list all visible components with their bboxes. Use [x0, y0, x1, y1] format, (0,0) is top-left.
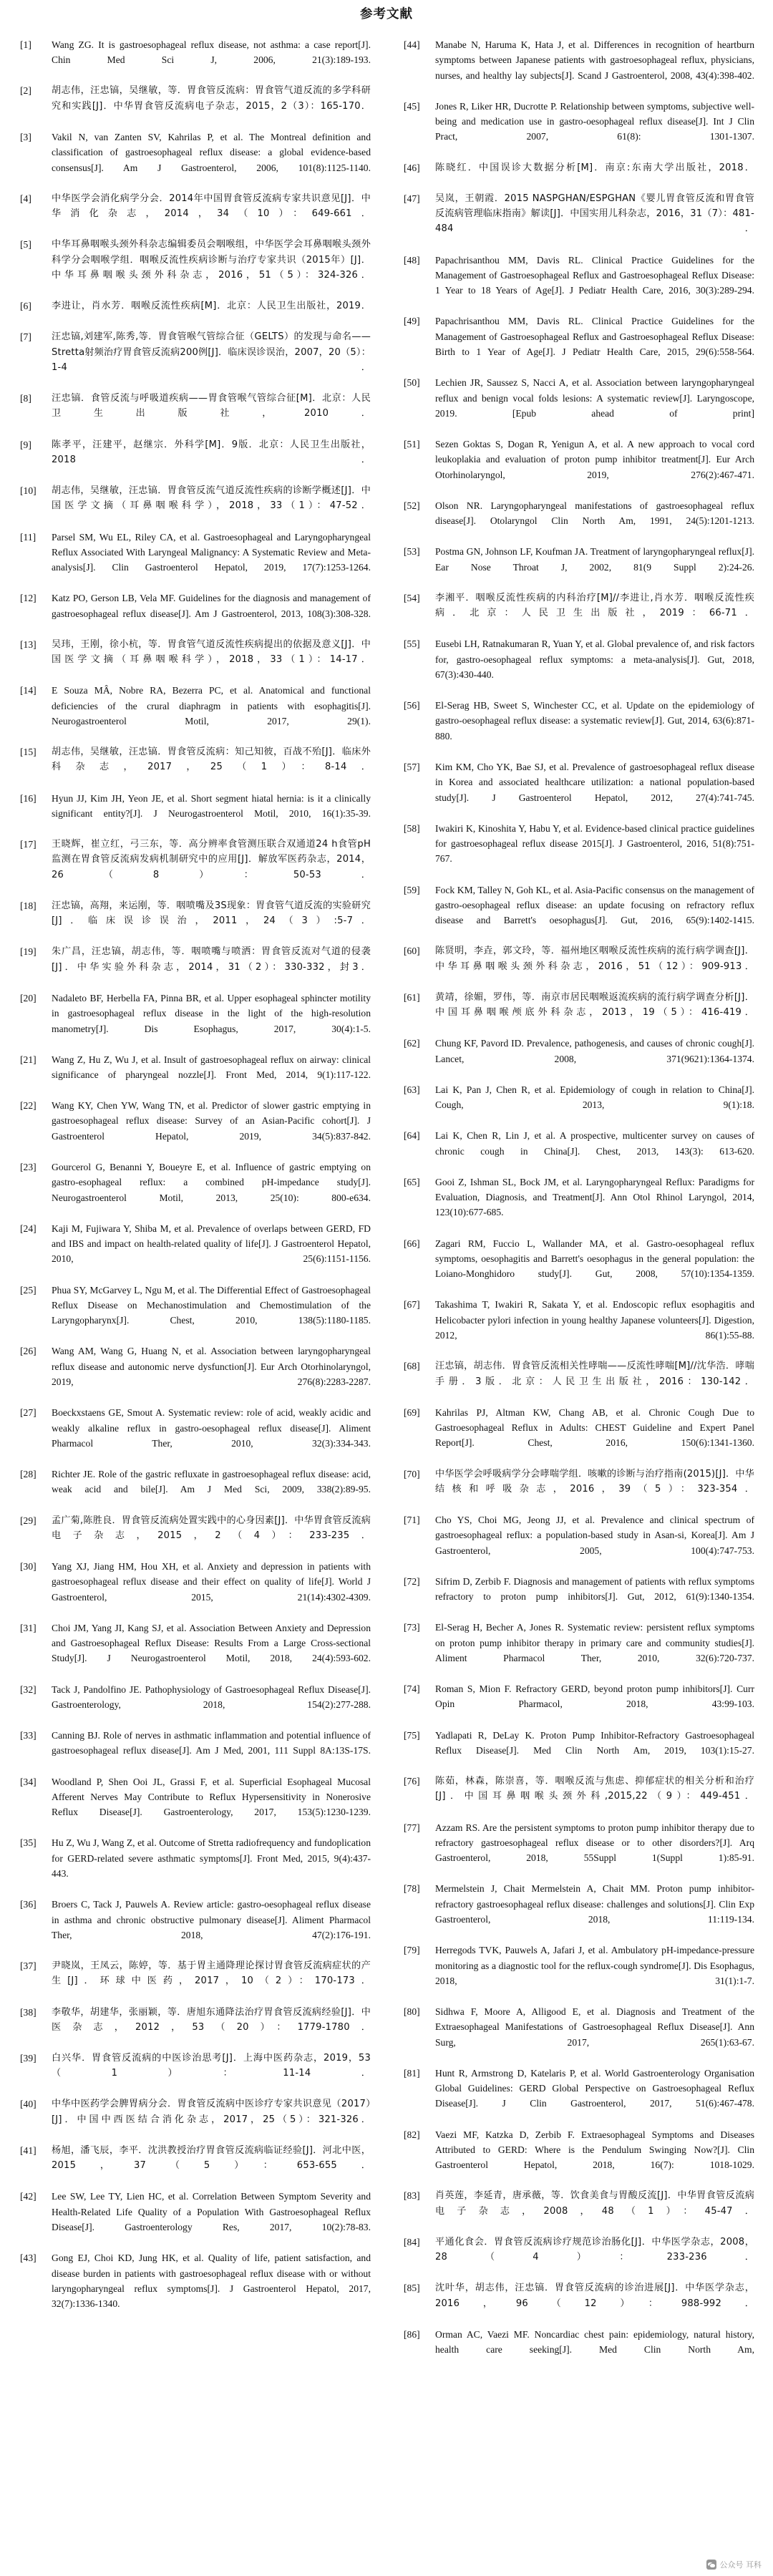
reference-number: [76]	[404, 1776, 420, 1787]
reference-number: [78]	[404, 1883, 420, 1895]
reference-text: Canning BJ. Role of nerves in asthmatic inflammation and potential influence of gastroesophageal reflux disease[J]. Am J Med, 2001, 111 Suppl 8A:13S-17S.	[52, 1730, 371, 1756]
reference-number: [13]	[20, 638, 37, 650]
reference-entry	[20, 1098, 371, 1159]
reference-number: [48]	[404, 254, 420, 266]
reference-number: [9]	[20, 439, 31, 450]
reference-number: [52]	[404, 500, 420, 511]
reference-number: [30]	[20, 1560, 37, 1572]
reference-number: [60]	[404, 946, 420, 957]
reference-entry	[404, 590, 754, 636]
reference-number: [17]	[20, 839, 37, 850]
reference-entry	[20, 1405, 371, 1466]
reference-number: [47]	[404, 193, 420, 204]
reference-text: Wang KY, Chen YW, Wang TN, et al. Predictor of slower gastric emptying in gastroesophageal reflux disease: Survey of an Asian-Pacific cohort[J]. J Gastroenterol Hepatol, 2019, 34(5):837-842.	[52, 1100, 371, 1142]
reference-entry	[404, 1082, 754, 1128]
reference-text: Broers C, Tack J, Pauwels A. Review article: gastro-oesophageal reflux disease in asthma and chronic obstructive pulmonary disease[J]. Aliment Pharmacol Ther, 2018, 47(2):176-191.	[52, 1899, 371, 1940]
reference-number: [74]	[404, 1683, 420, 1695]
two-column-body	[0, 37, 773, 2373]
reference-entry	[20, 1835, 371, 1896]
reference-number: [70]	[404, 1468, 420, 1479]
reference-text: 吴岚，王朝霞．2015 NASPGHAN/ESPGHAN《婴儿胃食管反流和胃食管反流病管理临床指南》解读[J]．中国实用儿科杂志，2016，31（7）：481-484．	[435, 193, 754, 235]
reference-entry	[404, 2004, 754, 2065]
reference-text: Wang AM, Wang G, Huang N, et al. Association between laryngopharyngeal reflux disease and autonomic nerve dysfunction[J]. Eur Arch Otorhinolaryngol, 2019, 276(8):2283-2287.	[52, 1346, 371, 1388]
reference-text: 肖英莲，李延青，唐承薇，等．饮食美食与胃酸反流[J]．中华胃食管反流病电子杂志，2008，48（1）：45-47．	[435, 2190, 754, 2217]
reference-entry	[20, 1682, 371, 1728]
reference-text: Nadaleto BF, Herbella FA, Pinna BR, et al. Upper esophageal sphincter motility in gastroesophageal reflux disease in the light of the high-resolution manometry[J]. Dis Esophagus, 2017, 30(4):1-5.	[52, 992, 371, 1034]
reference-text: 李进让，肖水芳．咽喉反流性疾病[M]．北京：人民卫生出版社，2019．	[52, 301, 371, 312]
reference-text: 平通化食会．胃食管反流病诊疗规范诊治肠化[J]．中华医学杂志，2008，28（4）：233-236．	[435, 2236, 754, 2263]
reference-entry	[404, 759, 754, 820]
reference-entry	[404, 698, 754, 759]
reference-number: [6]	[20, 301, 31, 312]
reference-text: Cho YS, Choi MG, Jeong JJ, et al. Prevalence and clinical spectrum of gastroesophageal reflux: a population-based study in Asan-si, Korea[J]. Am J Gastroenterol, 2005, 100(4):747-753.	[435, 1515, 754, 1556]
reference-entry	[404, 2066, 754, 2127]
reference-number: [24]	[20, 1223, 37, 1234]
reference-entry	[404, 2280, 754, 2326]
reference-entry	[404, 544, 754, 590]
reference-number: [59]	[404, 884, 420, 895]
reference-entry	[20, 2250, 371, 2327]
reference-entry	[20, 483, 371, 529]
reference-entry	[20, 37, 371, 83]
reference-text: 朱广昌，汪忠镐，胡志伟，等．咽喷嘴与喷洒：胃食管反流对气道的侵袭[J]．中华实验外科杂志，2014，31（2）：330-332，封3．	[52, 946, 371, 973]
reference-text: 汪忠镐，胡志伟．胃食管反流相关性哮喘——反流性哮喘[M]//沈华浩．哮喘手册．3版．北京：人民卫生出版社，2016：130-142．	[435, 1361, 754, 1387]
reference-entry	[20, 2051, 371, 2096]
reference-text: E Souza MÂ, Nobre RA, Bezerra PC, et al. Anatomical and functional deficiencies of the crural diaphragm in patients with esophagitis[J]. Neurogastroenterol Motil, 2017, 29(1).	[52, 685, 371, 726]
reference-entry	[20, 1513, 371, 1559]
reference-entry	[404, 821, 754, 882]
reference-text: Roman S, Mion F. Refractory GERD, beyond proton pump inhibitors[J]. Curr Opin Pharmacol, 2018, 43:99-103.	[435, 1683, 754, 1710]
reference-number: [15]	[20, 747, 37, 758]
reference-text: Iwakiri K, Kinoshita Y, Habu Y, et al. Evidence-based clinical practice guidelines for gastroesophageal reflux disease 2015[J]. J Gastroenterol, 2016, 51(8):751-767.	[435, 822, 754, 865]
reference-entry	[404, 2188, 754, 2234]
reference-entry	[20, 837, 371, 898]
reference-number: [11]	[20, 531, 37, 543]
reference-entry	[404, 1236, 754, 1297]
reference-text: 陈贤明，李垚，郭文玲，等．福州地区咽喉反流性疾病的流行病学调查[J]．中华耳鼻咽喉头颈外科杂志，2016，51（12）：909-913．	[435, 946, 754, 972]
reference-text: Choi JM, Yang JI, Kang SJ, et al. Association Between Anxiety and Depression and Gastroesophageal Reflux Disease: Results From a Large Cross-sectional Study[J]. J Neurogastroenterol Motil, 2018, 24(4):593-602.	[52, 1622, 371, 1664]
reference-entry	[20, 683, 371, 744]
reference-entry	[20, 791, 371, 837]
reference-entry	[404, 2127, 754, 2188]
reference-text: El-Serag HB, Sweet S, Winchester CC, et al. Update on the epidemiology of gastro-oesophageal reflux disease: a systematic review[J]. Gut, 2014, 63(6):871-880.	[435, 700, 754, 742]
reference-number: [29]	[20, 1515, 37, 1526]
reference-text: Lee SW, Lee TY, Lien HC, et al. Correlation Between Symptom Severity and Health-Related Life Quality of a Population With Gastroesophageal Reflux Disease[J]. Gastroenterology Res, 2017, 10(2):78-83.	[52, 2191, 371, 2233]
reference-text: Jones R, Liker HR, Ducrotte P. Relationship between symptoms, subjective well-being and medication use in gastro-oesophageal reflux disease[J]. Int J Clin Pract, 2007, 61(8): 1301-1307.	[435, 100, 754, 142]
reference-entry	[20, 1160, 371, 1220]
reference-text: Hu Z, Wu J, Wang Z, et al. Outcome of Stretta radiofrequency and fundoplication for GERD-related severe asthmatic symptoms[J]. Front Med, 2015, 9(4):437-443.	[52, 1837, 371, 1880]
reference-number: [44]	[404, 39, 420, 50]
reference-number: [77]	[404, 1822, 420, 1833]
reference-entry	[404, 2327, 754, 2373]
reference-number: [86]	[404, 2328, 420, 2340]
reference-number: [25]	[20, 1284, 37, 1296]
reference-text: Woodland P, Shen Ooi JL, Grassi F, et al. Superficial Esophageal Mucosal Afferent Nerves May Contribute to Reflux Hypersensitivity in Nonerosive Reflux Disease[J]. Gastroenterology, 2017, 153(5):1230-1239.	[52, 1776, 371, 1818]
reference-number: [1]	[20, 39, 31, 50]
reference-entry	[404, 1943, 754, 2003]
reference-entry	[404, 636, 754, 697]
reference-text: 黄靖，徐媚，罗伟，等．南京市居民咽喉返流疾病的流行病学调查分析[J]．中国耳鼻咽喉颅底外科杂志，2013，19（5）：416-419．	[435, 991, 754, 1019]
reference-text: 汪忠镐，高翔，来运刚，等．咽喷嘴及3S现象：胃食管气道反流的实验研究[J]．临床误诊误治，2011，24（3）:5-7．	[52, 900, 371, 927]
reference-entry	[404, 375, 754, 436]
reference-text: Zagari RM, Fuccio L, Wallander MA, et al. Gastro-oesophageal reflux symptoms, oesophagitis and Barrett's oesophagus in the general population: the Loiano-Monghidoro study[J]. Gut, 2008, 57(10):1354-1359.	[435, 1238, 754, 1280]
reference-number: [66]	[404, 1238, 420, 1249]
reference-entry	[404, 1297, 754, 1358]
reference-entry	[20, 130, 371, 190]
reference-number: [46]	[404, 162, 420, 173]
reference-entry	[404, 1774, 754, 1819]
reference-number: [22]	[20, 1100, 37, 1112]
reference-number: [16]	[20, 792, 37, 804]
reference-number: [53]	[404, 546, 420, 558]
reference-entry	[404, 160, 754, 191]
reference-text: 中华耳鼻咽喉头颈外科杂志编辑委员会咽喉组，中华医学会耳鼻咽喉头颈外科学分会咽喉学组．咽喉反流性疾病诊断与治疗专家共识（2015年）[J]．中华耳鼻咽喉头颈外科杂志，2016，51（5）：324-326．	[52, 239, 371, 281]
reference-text: 胡志伟，吴继敏，汪忠镐．胃食管反流病：知己知彼，百战不殆[J]．临床外科杂志，2017，25（1）：8-14．	[52, 747, 371, 773]
reference-text: El-Serag H, Becher A, Jones R. Systematic review: persistent reflux symptoms on proton pump inhibitor therapy in primary care and community studies[J]. Aliment Pharmacol Ther, 2010, 32(6):720-737.	[435, 1622, 754, 1663]
reference-number: [34]	[20, 1776, 37, 1787]
reference-number: [5]	[20, 239, 31, 251]
reference-number: [42]	[20, 2191, 37, 2202]
reference-number: [14]	[20, 685, 37, 696]
reference-entry	[20, 237, 371, 298]
reference-entry	[20, 898, 371, 944]
reference-number: [3]	[20, 131, 31, 142]
reference-text: 王晓辉，崔立红，弓三东，等．高分辨率食管测压联合双通道24 h食管pH监测在胃食管反流病发病机制研究中的应用[J]．解放军医药杂志，2014，26（8）：50-53．	[52, 839, 371, 880]
reference-text: 中华医学会呼吸病学分会哮喘学组．咳嗽的诊断与治疗指南(2015)[J]．中华结核和呼吸杂志，2016，39（5）：323-354．	[435, 1468, 754, 1494]
reference-number: [12]	[20, 593, 37, 604]
reference-entry	[404, 1128, 754, 1174]
reference-text: 胡志伟，汪忠镐，吴继敏，等．胃食管反流病：胃食管气道反流的多学科研究和实践[J]．中华胃食管反流病电子杂志，2015，2（3）：165-170．	[52, 85, 371, 112]
reference-entry	[20, 1774, 371, 1835]
reference-entry	[404, 1405, 754, 1466]
reference-number: [49]	[404, 316, 420, 327]
reference-entry	[404, 1359, 754, 1404]
reference-text: Gong EJ, Choi KD, Jung HK, et al. Quality of life, patient satisfaction, and disease burden in patients with gastroesophageal reflux disease with or without laryngopharyngeal reflux symptoms[J]. J Gastroenterol Hepatol, 2017, 32(7):1336-1340.	[52, 2252, 371, 2310]
reference-number: [64]	[404, 1130, 420, 1142]
reference-number: [26]	[20, 1346, 37, 1357]
reference-text: Papachrisanthou MM, Davis RL. Clinical Practice Guidelines for the Management of Gastroesophageal Reflux and Gastroesophageal Reflux Disease: 1 Year to 18 Years of Age[J]. J Pediatr Health Care, 2016, 30(3):289-294.	[435, 254, 754, 296]
reference-text: Boeckxstaens GE, Smout A. Systematic review: role of acid, weakly acidic and weakly alkaline reflux in gastro-oesophageal reflux disease[J]. Aliment Pharmacol Ther, 2010, 32(3):334-343.	[52, 1407, 371, 1449]
reference-text: 中华中医药学会脾胃病分会．胃食管反流病中医诊疗专家共识意见（2017）[J]．中国中西医结合消化杂志，2017，25（5）：321-326．	[52, 2099, 371, 2125]
reference-number: [73]	[404, 1622, 420, 1633]
reference-number: [31]	[20, 1622, 37, 1633]
reference-text: Herregods TVK, Pauwels A, Jafari J, et al. Ambulatory pH-impedance-pressure monitoring as a diagnostic tool for the reflux-cough syndrome[J]. Dis Esophagus, 2018, 31(1):1-7.	[435, 1945, 754, 1986]
reference-text: Richter JE. Role of the gastric refluxate in gastroesophageal reflux disease: acid, weak acid and bile[J]. Am J Med Sci, 2009, 338(2):89-95.	[52, 1469, 371, 1495]
reference-text: Hunt R, Armstrong D, Katelaris P, et al. World Gastroenterology Organisation Global Guidelines: GERD Global Perspective on Gastroesophageal Reflux Disease[J]. J Clin Gastroenterol, 2017, 51(6):467-478.	[435, 2067, 754, 2109]
reference-number: [21]	[20, 1054, 37, 1065]
reference-entry	[404, 1881, 754, 1942]
reference-text: Phua SY, McGarvey L, Ngu M, et al. The Differential Effect of Gastroesophageal Reflux Disease on Mechanostimulation and Chemostimulation of the Laryngopharynx[J]. Chest, 2010, 138(5):1180-1185.	[52, 1284, 371, 1326]
reference-number: [72]	[404, 1575, 420, 1587]
reference-text: Lechien JR, Saussez S, Nacci A, et al. Association between laryngopharyngeal reflux and benign vocal folds lesions: A systematic review[J]. Laryngoscope, 2019. [Epub ahead of print]	[435, 377, 754, 419]
reference-text: Yadlapati R, DeLay K. Proton Pump Inhibitor-Refractory Gastroesophageal Reflux Disease[J]. Med Clin North Am, 2019, 103(1):15-27.	[435, 1729, 754, 1756]
reference-entry	[20, 1958, 371, 2004]
reference-number: [27]	[20, 1407, 37, 1419]
reference-text: Lai K, Pan J, Chen R, et al. Epidemiology of cough in relation to China[J]. Cough, 2013, 9(1):18.	[435, 1084, 754, 1111]
reference-entry	[404, 1681, 754, 1727]
reference-text: 汪忠镐,刘建军,陈秀,等．胃食管喉气管综合征（GELTS）的发现与命名——Stretta射频治疗胃食管反流病200例[J]．临床误诊误治，2007，20（5）：1-4．	[52, 331, 371, 373]
reference-text: Sezen Goktas S, Dogan R, Yenigun A, et al. A new approach to vocal cord leukoplakia and evaluation of proton pump inhibitor treatment[J]. Eur Arch Otorhinolaryngol, 2019, 276(2):467-471.	[435, 439, 754, 480]
reference-number: [2]	[20, 85, 31, 97]
reference-entry	[404, 1620, 754, 1681]
reference-entry	[20, 437, 371, 483]
reference-entry	[20, 191, 371, 237]
reference-entry	[20, 530, 371, 590]
reference-number: [84]	[404, 2236, 420, 2247]
reference-number: [68]	[404, 1361, 420, 1372]
reference-entry	[404, 37, 754, 98]
reference-text: Orman AC, Vaezi MF. Noncardiac chest pain: epidemiology, natural history, health care seeking[J]. Med Clin North Am,	[435, 2328, 754, 2356]
wechat-icon	[706, 2560, 716, 2570]
reference-entry	[404, 99, 754, 160]
reference-number: [56]	[404, 700, 420, 711]
reference-number: [55]	[404, 638, 420, 650]
reference-entry	[404, 253, 754, 314]
reference-text: Kahrilas PJ, Altman KW, Chang AB, et al. Chronic Cough Due to Gastroesophageal Reflux in Adults: CHEST Guideline and Expert Panel Report[J]. Chest, 2016, 150(6):1341-1360.	[435, 1406, 754, 1449]
reference-entry	[20, 944, 371, 990]
reference-entry	[404, 1574, 754, 1620]
wechat-watermark	[706, 2559, 762, 2570]
left-column	[0, 37, 386, 2327]
reference-entry	[20, 991, 371, 1051]
reference-text: Lai K, Chen R, Lin J, et al. A prospective, multicenter survey on causes of chronic cough in China[J]. Chest, 2013, 143(3): 613-620.	[435, 1130, 754, 1157]
reference-number: [57]	[404, 761, 420, 772]
reference-text: 尹晓岚，王凤云，陈婷，等．基于胃主通降理论探讨胃食管反流病症状的产生[J]．环球中医药，2017，10（2）：170-173．	[52, 1960, 371, 1987]
reference-number: [63]	[404, 1084, 420, 1095]
watermark-label: 公众号 耳科	[719, 2560, 762, 2570]
reference-number: [10]	[20, 485, 37, 497]
reference-number: [75]	[404, 1729, 420, 1741]
reference-number: [62]	[404, 1038, 420, 1049]
reference-number: [81]	[404, 2067, 420, 2079]
reference-number: [61]	[404, 991, 420, 1003]
reference-entry	[404, 191, 754, 252]
reference-entry	[404, 943, 754, 989]
reference-text: Sidhwa F, Moore A, Alligood E, et al. Diagnosis and Treatment of the Extraesophageal Manifestations of Gastroesophageal Reflux Disease[J]. Ann Surg, 2017, 265(1):63-67.	[435, 2006, 754, 2048]
reference-entry	[20, 298, 371, 329]
reference-text: 陈晓红．中国误诊大数据分析[M]．南京:东南大学出版社，2018．	[435, 162, 754, 173]
reference-entry	[404, 437, 754, 497]
reference-text: 白兴华．胃食管反流病的中医诊治思考[J]．上海中医药杂志，2019，53（1）：11-14．	[52, 2052, 371, 2079]
reference-text: Papachrisanthou MM, Davis RL. Clinical Practice Guidelines for the Management of Gastroesophageal Reflux and Gastroesophageal Reflux Disease: Birth to 1 Year of Age[J]. J Pediatr Health Care, 2015, 29(6):558-564.	[435, 316, 754, 358]
reference-number: [19]	[20, 946, 37, 958]
reference-entry	[20, 1221, 371, 1282]
reference-text: 杨旭，潘飞辰，李平．沈洪教授治疗胃食管反流病临证经验[J]．河北中医，2015，37（5）：653-655．	[52, 2144, 371, 2172]
reference-entry	[404, 1175, 754, 1235]
reference-number: [39]	[20, 2052, 37, 2064]
reference-entry	[20, 744, 371, 790]
reference-entry	[20, 2096, 371, 2142]
reference-text: Chung KF, Pavord ID. Prevalence, pathogenesis, and causes of chronic cough[J]. Lancet, 2008, 371(9621):1364-1374.	[435, 1038, 754, 1064]
reference-number: [37]	[20, 1960, 37, 1972]
reference-number: [32]	[20, 1683, 37, 1695]
reference-text: Azzam RS. Are the persistent symptoms to proton pump inhibitor therapy due to refractory gastroesophageal reflux disease or to other disorders?[J]. Arq Gastroenterol, 2018, 55Suppl 1(Suppl 1):85-91.	[435, 1822, 754, 1864]
reference-text: Olson NR. Laryngopharyngeal manifestations of gastroesophageal reflux disease[J]. Otolaryngol Clin North Am, 1991, 24(5):1201-1213.	[435, 500, 754, 527]
reference-entry	[20, 1283, 371, 1343]
reference-text: Wang Z, Hu Z, Wu J, et al. Insult of gastroesophageal reflux on airway: clinical significance of pharyngeal nozzle[J]. Front Med, 2014, 9(1):117-122.	[52, 1054, 371, 1080]
reference-text: Takashima T, Iwakiri R, Sakata Y, et al. Endoscopic reflux esophagitis and Helicobacter pylori infection in young healthy Japanese volunteers[J]. Digestion, 2012, 86(1):55-88.	[435, 1299, 754, 1341]
reference-number: [23]	[20, 1161, 37, 1172]
reference-number: [45]	[404, 100, 420, 112]
reference-entry	[20, 637, 371, 683]
reference-number: [71]	[404, 1515, 420, 1525]
reference-entry	[20, 2143, 371, 2189]
reference-text: Vaezi MF, Katzka D, Zerbib F. Extraesophageal Symptoms and Diseases Attributed to GERD: Where is the Pendulum Swinging Now?[J]. Clin Gastroenterol Hepatol, 2018, 16(7): 1018-1029.	[435, 2129, 754, 2171]
reference-text: 沈叶华，胡志伟，汪忠镐．胃食管反流病的诊治进展[J]．中华医学杂志，2016，96（12）：988-992．	[435, 2283, 754, 2309]
reference-entry	[404, 1512, 754, 1573]
reference-text: Gooi Z, Ishman SL, Bock JM, et al. Laryngopharyngeal Reflux: Paradigms for Evaluation, Diagnosis, and Treatment[J]. Ann Otol Rhinol Laryngol, 2014, 123(10):677-685.	[435, 1176, 754, 1218]
reference-text: Yang XJ, Jiang HM, Hou XH, et al. Anxiety and depression in patients with gastroesophageal reflux disease and their effect on quality of life[J]. World J Gastroenterol, 2015, 21(14):4302-4309.	[52, 1560, 371, 1603]
reference-number: [80]	[404, 2006, 420, 2017]
reference-entry	[20, 391, 371, 437]
reference-text: Vakil N, van Zanten SV, Kahrilas P, et al. The Montreal definition and classification of gastroesophageal reflux disease: a global evidence-based consensus[J]. Am J Gastroenterol, 2006, 101(8):1125-1140.	[52, 131, 371, 173]
reference-text: Gourcerol G, Benanni Y, Boueyre E, et al. Influence of gastric emptying on gastro-esophageal reflux: a combined pH-impedance study[J]. Neurogastroenterol Motil, 2013, 25(10): 800-e634.	[52, 1161, 371, 1203]
reference-number: [54]	[404, 592, 420, 603]
reference-text: 李湘平．咽喉反流性疾病的内科治疗[M]//李进让,肖水芳．咽喉反流性疾病．北京：人民卫生出版社，2019：66-71．	[435, 592, 754, 619]
reference-entry	[20, 590, 371, 636]
reference-text: 吴玮，王刚，徐小杭，等．胃食管气道反流性疾病提出的依据及意义[J]．中国医学文摘（耳鼻咽喉科学），2018，33（1）：14-17．	[52, 638, 371, 666]
reference-text: 胡志伟，吴继敏，汪忠镐．胃食管反流气道反流性疾病的诊断学概述[J]．中国医学文摘（耳鼻咽喉科学），2018，33（1）：47-52．	[52, 485, 371, 512]
reference-entry	[20, 1897, 371, 1958]
reference-text: Kaji M, Fujiwara Y, Shiba M, et al. Prevalence of overlaps between GERD, FD and IBS and impact on health-related quality of life[J]. J Gastroenterol Hepatol, 2010, 25(6):1151-1156.	[52, 1223, 371, 1265]
reference-text: 汪忠镐．食管反流与呼吸道疾病——胃食管喉气管综合征[M]．北京：人民卫生出版社，2010．	[52, 393, 371, 419]
reference-number: [8]	[20, 393, 31, 404]
reference-text: Manabe N, Haruma K, Hata J, et al. Differences in recognition of heartburn symptoms between Japanese patients with gastroesophageal reflux, physicians, nurses, and healthy lay subjects[J]. Scand J Gastroenterol, 2008, 43(4):398-402.	[435, 39, 754, 81]
reference-number: [40]	[20, 2099, 37, 2110]
reference-entry	[404, 990, 754, 1036]
reference-text: Fock KM, Talley N, Goh KL, et al. Asia-Pacific consensus on the management of gastro-oesophageal reflux disease: an update focusing on refractory reflux disease and Barrett's oesophagus[J]. Gut, 2016, 65(9):1402-1415.	[435, 884, 754, 926]
reference-number: [51]	[404, 439, 420, 450]
right-column	[386, 37, 773, 2373]
reference-text: Hyun JJ, Kim JH, Yeon JE, et al. Short segment hiatal hernia: is it a clinically significant entity?[J]. J Neurogastroenterol Motil, 2010, 16(1):35-39.	[52, 792, 371, 819]
reference-number: [4]	[20, 193, 31, 204]
reference-number: [41]	[20, 2144, 37, 2156]
reference-entry	[20, 1728, 371, 1774]
reference-number: [7]	[20, 331, 31, 343]
reference-number: [35]	[20, 1837, 37, 1849]
reference-entry	[20, 1343, 371, 1404]
reference-entry	[20, 2189, 371, 2250]
reference-number: [58]	[404, 822, 420, 834]
reference-text: 李敬华，胡建华，张丽颖，等．唐旭东通降法治疗胃食管反流病经验[J]．中医杂志，2012，53（20）：1779-1780．	[52, 2006, 371, 2033]
reference-entry	[404, 1036, 754, 1082]
reference-entry	[20, 1052, 371, 1098]
reference-number: [38]	[20, 2006, 37, 2018]
reference-text: Kim KM, Cho YK, Bae SJ, et al. Prevalence of gastroesophageal reflux disease in Korea and associated healthcare utilization: a national population-based study[J]. J Gastroenterol Hepatol, 2012, 27(4):741-745.	[435, 761, 754, 803]
reference-entry	[20, 1559, 371, 1620]
reference-text: Wang ZG. It is gastroesophageal reflux disease, not asthma: a case report[J]. Chin Med Sci J, 2006, 21(3):189-193.	[52, 39, 371, 66]
reference-text: Postma GN, Johnson LF, Koufman JA. Treatment of laryngopharyngeal reflux[J]. Ear Nose Throat J, 2002, 81(9 Suppl 2):24-26.	[435, 546, 754, 573]
reference-text: Eusebi LH, Ratnakumaran R, Yuan Y, et al. Global prevalence of, and risk factors for, gastro-oesophageal reflux symptoms: a meta-analysis[J]. Gut, 2018, 67(3):430-440.	[435, 638, 754, 680]
reference-number: [69]	[404, 1406, 420, 1418]
reference-number: [67]	[404, 1299, 420, 1311]
page-title: 参考文献	[360, 6, 413, 21]
reference-number: [18]	[20, 900, 37, 911]
reference-entry	[404, 314, 754, 374]
reference-number: [20]	[20, 992, 37, 1003]
reference-number: [28]	[20, 1469, 37, 1480]
reference-entry	[404, 1820, 754, 1881]
reference-number: [43]	[20, 2252, 37, 2264]
reference-text: 陈孝平，汪建平，赵继宗．外科学[M]．9版．北京：人民卫生出版社，2018．	[52, 439, 371, 465]
reference-number: [33]	[20, 1730, 37, 1741]
reference-text: Katz PO, Gerson LB, Vela MF. Guidelines for the diagnosis and management of gastroesophageal reflux disease[J]. Am J Gastroenterol, 2013, 108(3):308-328.	[52, 593, 371, 619]
reference-entry	[404, 498, 754, 544]
reference-text: Parsel SM, Wu EL, Riley CA, et al. Gastroesophageal and Laryngopharyngeal Reflux Associated With Laryngeal Malignancy: A Systematic Review and Meta-analysis[J]. Clin Gastroenterol Hepatol, 2019, 17(7):1253-1264.	[52, 531, 371, 573]
reference-number: [79]	[404, 1945, 420, 1956]
reference-entry	[404, 883, 754, 943]
reference-entry	[20, 2005, 371, 2051]
reference-entry	[20, 83, 371, 129]
reference-number: [85]	[404, 2283, 420, 2294]
reference-text: Mermelstein J, Chait Mermelstein A, Chait MM. Proton pump inhibitor-refractory gastroesophageal reflux disease: challenges and solutions[J]. Clin Exp Gastroenterol, 2018, 11:119-134.	[435, 1883, 754, 1925]
reference-text: 陈茹，林森，陈崇喜，等．咽喉反流与焦虑、抑郁症状的相关分析和治疗[J]．中国耳鼻咽喉头颈外科,2015,22（9）：449-451．	[435, 1776, 754, 1802]
reference-entry	[20, 329, 371, 390]
reference-number: [36]	[20, 1899, 37, 1910]
reference-number: [50]	[404, 377, 420, 389]
reference-entry	[404, 1728, 754, 1774]
reference-entry	[404, 2235, 754, 2280]
reference-number: [82]	[404, 2129, 420, 2140]
reference-text: 中华医学会消化病学分会．2014年中国胃食管反流病专家共识意见[J]．中华消化杂志，2014，34（10）：649-661．	[52, 193, 371, 220]
reference-text: 孟广菊,陈胜良．胃食管反流病处置实践中的心身因素[J]．中华胃食管反流病电子杂志，2015，2（4）：233-235．	[52, 1515, 371, 1541]
reference-entry	[404, 1467, 754, 1512]
reference-text: Sifrim D, Zerbib F. Diagnosis and management of patients with reflux symptoms refractory to proton pump inhibitors[J]. Gut, 2012, 61(9):1340-1354.	[435, 1575, 754, 1603]
reference-text: Tack J, Pandolfino JE. Pathophysiology of Gastroesophageal Reflux Disease[J]. Gastroenterology, 2018, 154(2):277-288.	[52, 1683, 371, 1710]
reference-entry	[20, 1467, 371, 1512]
reference-entry	[20, 1620, 371, 1681]
reference-number: [65]	[404, 1176, 420, 1187]
reference-number: [83]	[404, 2190, 420, 2202]
